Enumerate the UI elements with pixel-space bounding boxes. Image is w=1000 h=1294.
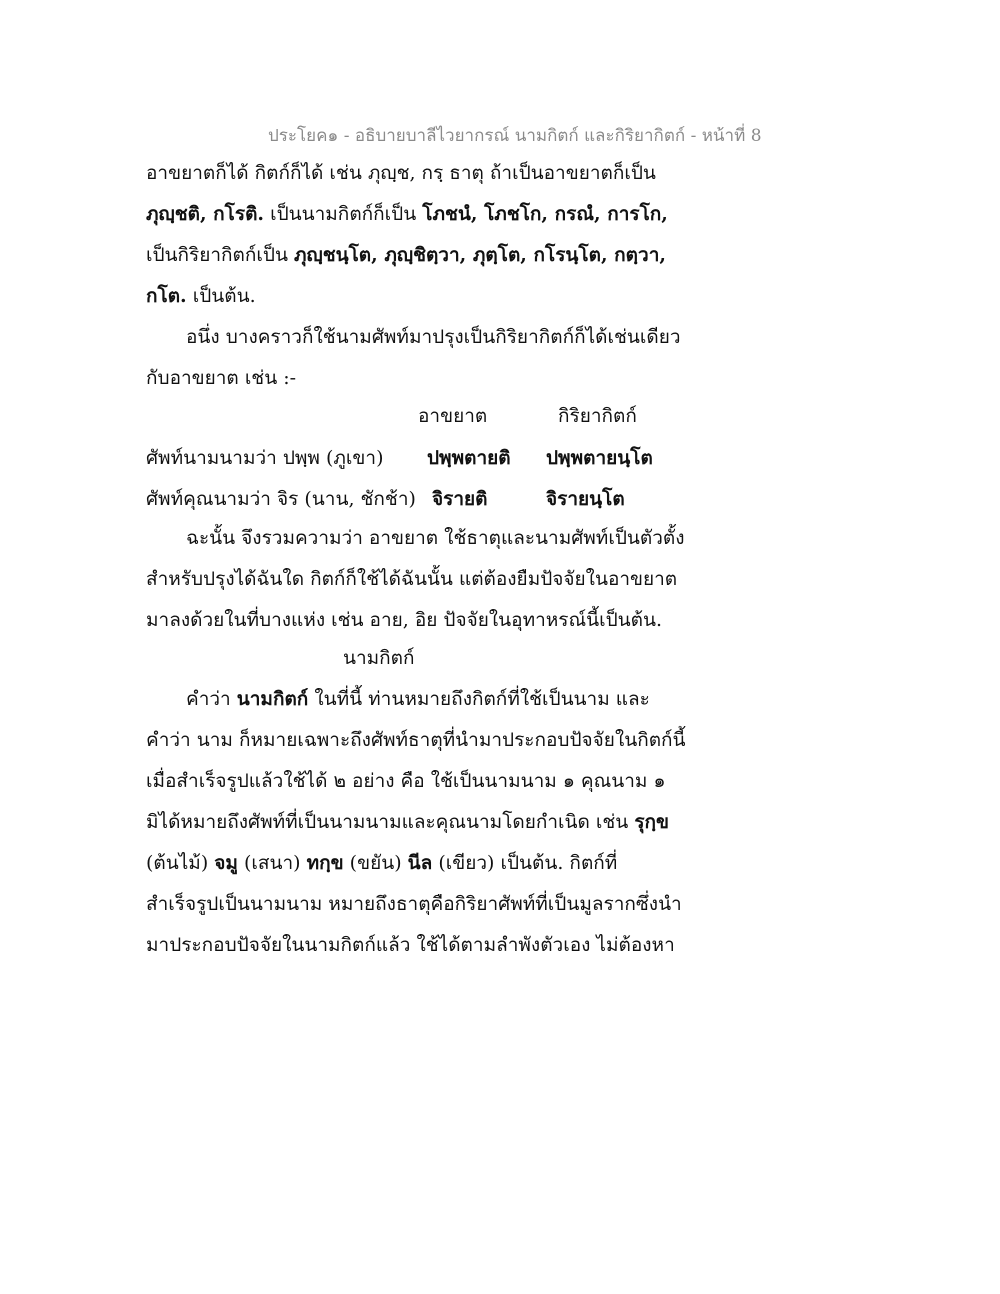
text-run: เป็นกิริยากิตก์เป็น — [146, 244, 294, 266]
text-run: มิได้หมายถึงศัพท์ที่เป็นนามนามและคุณนามโดยกำเนิด เช่น — [146, 811, 635, 833]
text-run: (เสนา) — [237, 852, 307, 874]
text-run: (เขียว) เป็นต้น. กิตก์ที่ — [432, 852, 618, 874]
table-cell-akhyata: จิรายติ — [432, 488, 488, 510]
paragraph-line: กับอาขยาต เช่น :- — [146, 367, 297, 389]
pali-term: โภชนํ, โภชโก, กรณํ, การโก, — [422, 203, 668, 225]
text-run: เป็นนามกิตก์ก็เป็น — [264, 203, 423, 225]
table-cell-kiriyakita: จิรายนฺโต — [546, 488, 625, 510]
key-term: นามกิตก์ — [236, 688, 309, 710]
table-header-akhyata: อาขยาต — [418, 405, 488, 427]
paragraph-line — [146, 809, 686, 835]
table-cell-akhyata: ปพฺพตายติ — [427, 447, 511, 469]
paragraph-line — [186, 686, 726, 712]
text-run: ในที่นี้ ท่านหมายถึงกิตก์ที่ใช้เป็นนาม และ — [308, 688, 650, 710]
table-header-kiriyakita: กิริยากิตก์ — [558, 405, 637, 427]
pali-term: ภุญฺชนฺโต, ภุญฺชิตฺวา, ภุตฺโต, กโรนฺโต, กตฺวา, — [293, 244, 666, 266]
pali-term: ภุญฺชติ, กโรติ. — [146, 203, 265, 225]
table-row-label: ศัพท์คุณนามว่า จิร (นาน, ชักช้า) — [146, 488, 416, 510]
pali-term: กโต. — [146, 285, 187, 307]
pali-term: นีล — [407, 852, 433, 874]
paragraph-line: เมื่อสำเร็จรูปแล้วใช้ได้ ๒ อย่าง คือ ใช้เป็นนามนาม ๑ คุณนาม ๑ — [146, 770, 666, 792]
paragraph-line: คำว่า นาม ก็หมายเฉพาะถึงศัพท์ธาตุที่นำมาประกอบปัจจัยในกิตก์นี้ — [146, 729, 686, 751]
text-run: (ขยัน) — [343, 852, 408, 874]
paragraph-line — [146, 242, 686, 268]
text-run: คำว่า — [186, 688, 237, 710]
table-row-label: ศัพท์นามนามว่า ปพฺพ (ภูเขา) — [146, 447, 384, 469]
paragraph-line: สำเร็จรูปเป็นนามนาม หมายถึงธาตุคือกิริยาศัพท์ที่เป็นมูลรากซึ่งนำ — [146, 893, 682, 915]
pali-term: รุกฺข — [634, 811, 670, 833]
section-heading: นามกิตก์ — [343, 647, 415, 669]
paragraph-line: อนึ่ง บางคราวก็ใช้นามศัพท์มาปรุงเป็นกิริยากิตก์ก็ได้เช่นเดียว — [186, 326, 681, 348]
paragraph-line — [146, 201, 686, 227]
paragraph-line: มาประกอบปัจจัยในนามกิตก์แล้ว ใช้ได้ตามลำพังตัวเอง ไม่ต้องหา — [146, 934, 675, 956]
paragraph-line: มาลงด้วยในที่บางแห่ง เช่น อาย, อิย ปัจจัยในอุทาหรณ์นี้เป็นต้น. — [146, 609, 663, 631]
text-run: (ต้นไม้) — [146, 852, 215, 874]
running-header: ประโยค๑ - อธิบายบาลีไวยากรณ์ นามกิตก์ และกิริยากิตก์ - หน้าที่ 8 — [268, 126, 762, 146]
paragraph-line: ฉะนั้น จึงรวมความว่า อาขยาต ใช้ธาตุและนามศัพท์เป็นตัวตั้ง — [186, 527, 685, 549]
pali-term: ทกฺข — [306, 852, 344, 874]
table-cell-kiriyakita: ปพฺพตายนฺโต — [546, 447, 653, 469]
pali-term: จมู — [214, 852, 238, 874]
paragraph-line: อาขยาตก็ได้ กิตก์ก็ได้ เช่น ภุญฺช, กรฺ ธาตุ ถ้าเป็นอาขยาตก็เป็น — [146, 162, 656, 184]
text-run: เป็นต้น. — [186, 285, 256, 307]
paragraph-line: สำหรับปรุงได้ฉันใด กิตก์ก็ใช้ได้ฉันนั้น แต่ต้องยืมปัจจัยในอาขยาต — [146, 568, 678, 590]
paragraph-line — [146, 850, 686, 876]
paragraph-line — [146, 283, 686, 309]
